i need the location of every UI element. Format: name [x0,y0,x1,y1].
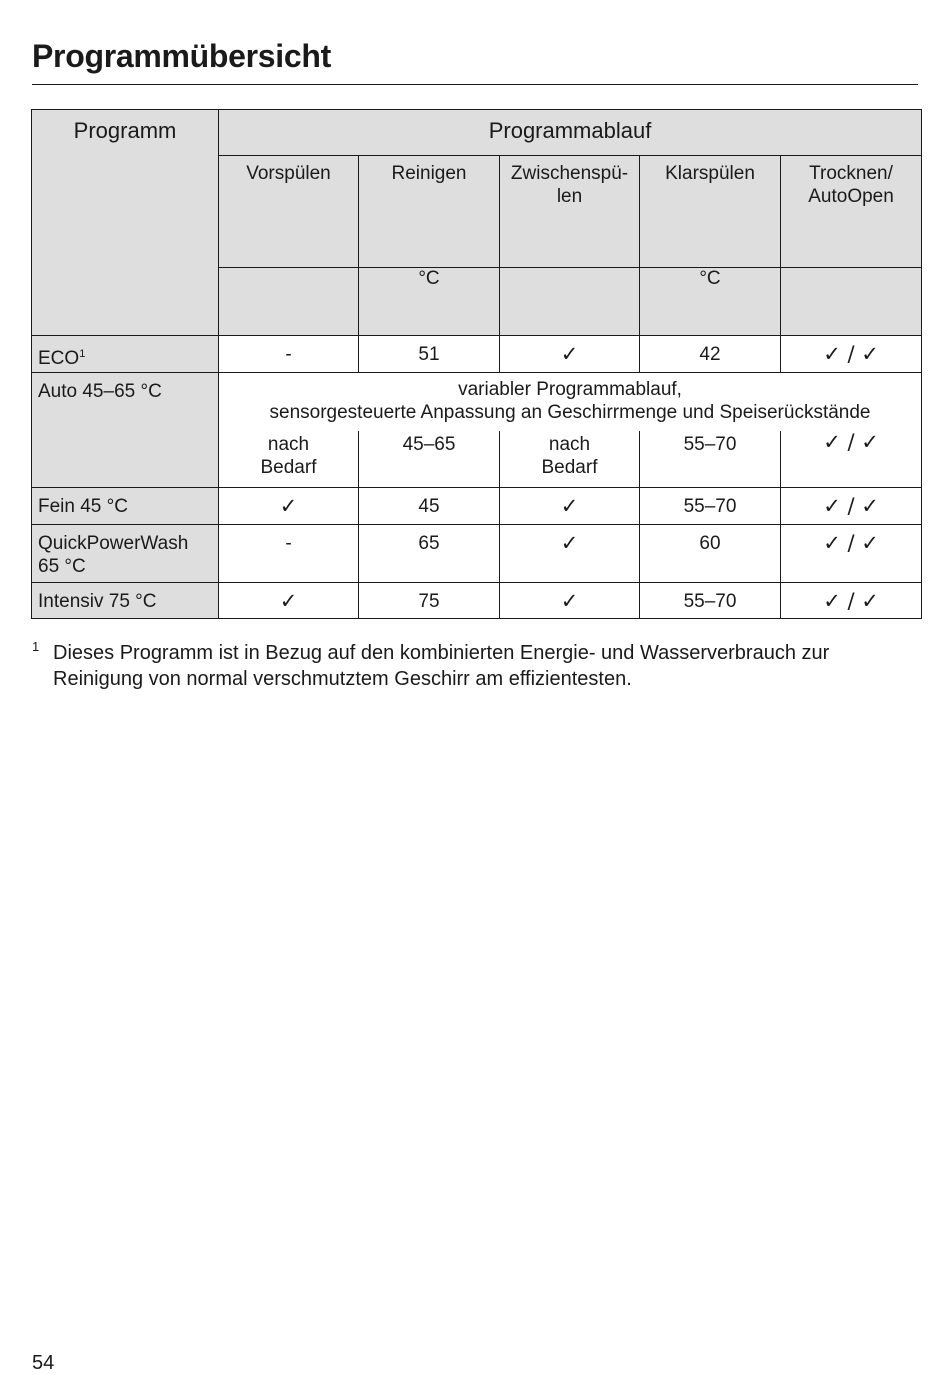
table-cell: 55–70 [640,488,781,525]
unit-cell [219,268,359,336]
header-program: Programm [32,110,219,336]
table-row [32,583,922,619]
page-number: 54 [32,1352,55,1374]
table-cell: - [219,336,359,373]
unit-cell: °C [640,268,781,336]
table-cell: 55–70 [640,583,781,619]
checkmark-icon: ✓ / ✓ [781,431,922,488]
table-cell: nach Bedarf [219,431,359,488]
table-cell: 65 [359,525,500,583]
footnote-ref: 1 [79,348,86,360]
checkmark-icon: ✓ / ✓ [781,488,922,525]
program-name: ECO$^1$ [32,336,219,373]
column-header: Reinigen [359,156,500,268]
table-cell: 55–70 [640,431,781,488]
checkmark-icon: ✓ / ✓ [781,525,922,583]
column-header: Klarspülen [640,156,781,268]
table-cell: 51 [359,336,500,373]
table-row [32,373,922,431]
program-overview-table [31,109,922,619]
page-title: Programmübersicht [32,38,331,74]
footnote-text: Dieses Programm ist in Bezug auf den kombinierten Energie- und Wasserverbrauch zur Reinigung von normal verschmutztem Geschirr am effizientesten. [53,642,830,690]
checkmark-icon: ✓ / ✓ [781,336,922,373]
table-cell: 42 [640,336,781,373]
header-sequence: Programmablauf [219,110,922,156]
table-row [32,336,922,373]
checkmark-icon: ✓ [500,525,640,583]
program-note: variabler Programmablauf, sensorgesteuerte Anpassung an Geschirrmenge und Speiserückstände [219,373,922,431]
table-row [32,525,922,583]
table-row [32,488,922,525]
program-name: Auto 45–65 °C [32,373,219,488]
table-cell: - [219,525,359,583]
footnote-mark: 1 [32,639,40,654]
unit-cell [500,268,640,336]
program-name: Fein 45 °C [32,488,219,525]
unit-cell: °C [359,268,500,336]
table-cell: 60 [640,525,781,583]
checkmark-icon: ✓ [500,488,640,525]
table-cell: 75 [359,583,500,619]
program-name: Intensiv 75 °C [32,583,219,619]
table-cell: nach Bedarf [500,431,640,488]
column-header: Trocknen/ AutoOpen [781,156,922,268]
unit-cell [781,268,922,336]
table-cell: 45–65 [359,431,500,488]
column-header: Zwischenspü- len [500,156,640,268]
checkmark-icon: ✓ [219,583,359,619]
program-name: QuickPowerWash 65 °C [32,525,219,583]
title-rule [32,84,918,85]
checkmark-icon: ✓ [500,336,640,373]
checkmark-icon: ✓ [219,488,359,525]
table-cell: 45 [359,488,500,525]
checkmark-icon: ✓ / ✓ [781,583,922,619]
checkmark-icon: ✓ [500,583,640,619]
column-header: Vorspülen [219,156,359,268]
